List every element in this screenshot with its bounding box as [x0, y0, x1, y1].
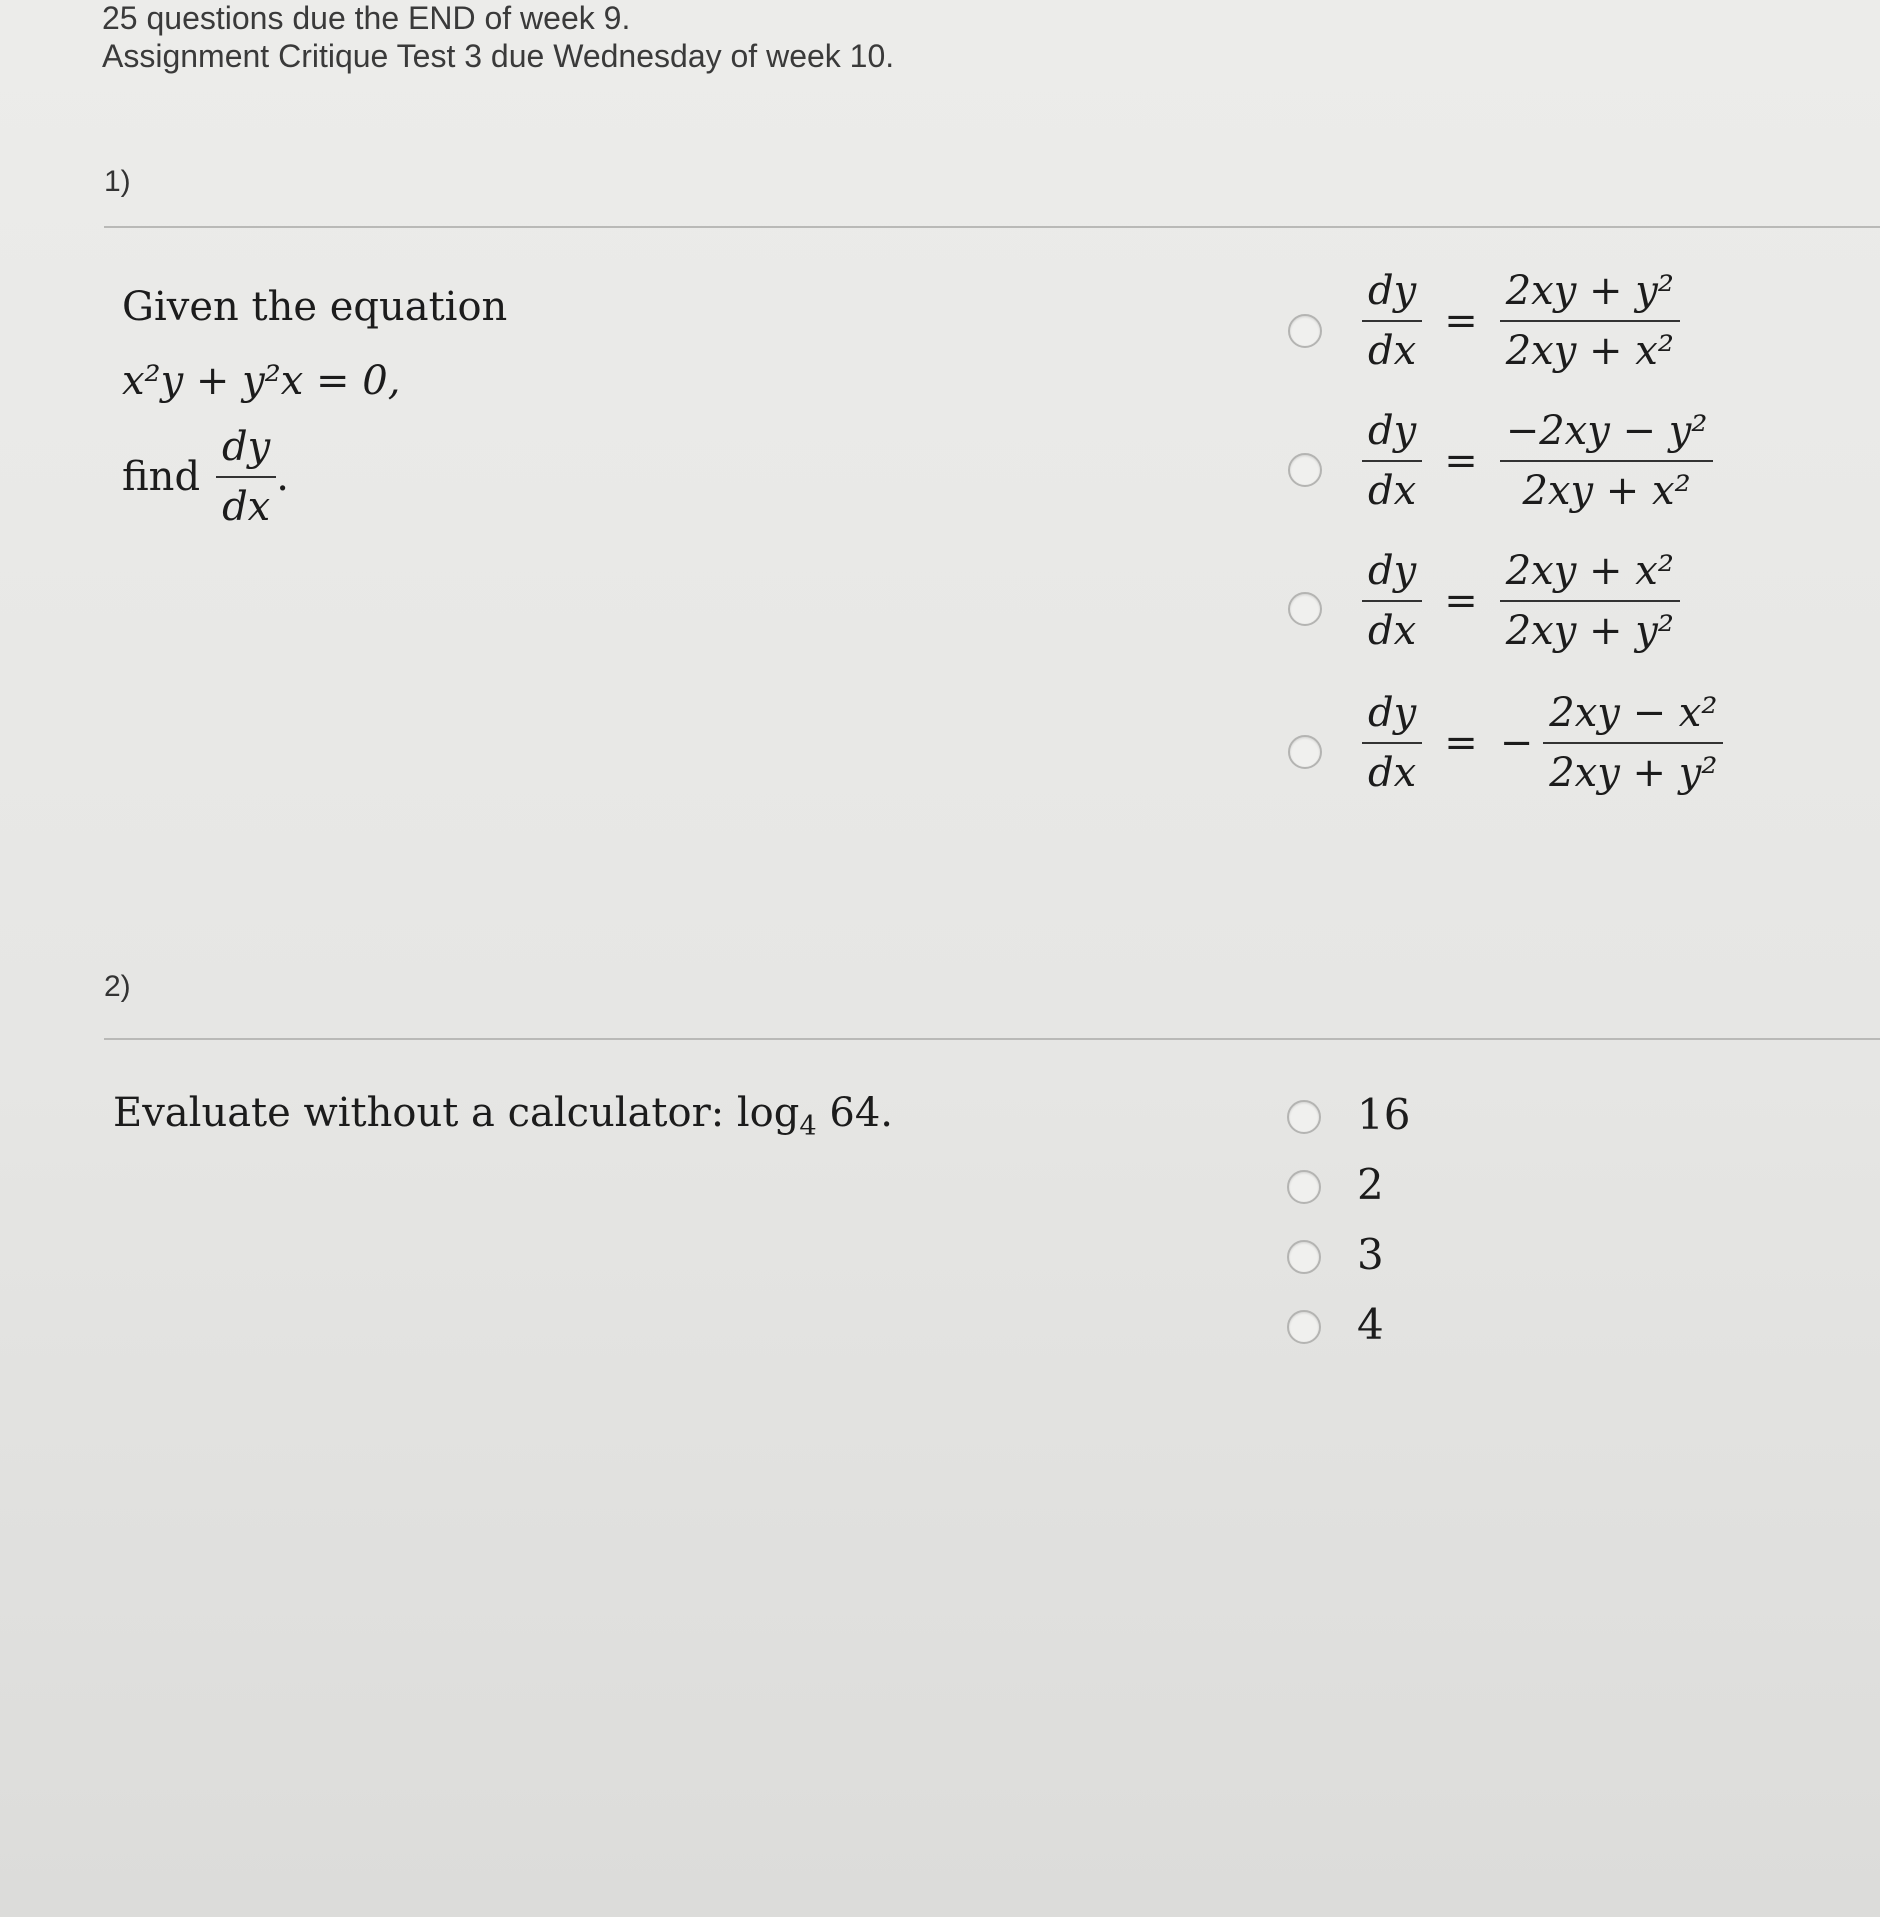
fraction-denominator: dx [1368, 608, 1417, 654]
question-1-find-label: find [122, 454, 201, 500]
question-1-intro: Given the equation [122, 284, 508, 330]
fraction-numerator: dy [1368, 268, 1417, 314]
header-critique-note: Assignment Critique Test 3 due Wednesday of week 10. [102, 38, 895, 74]
question-1-option-3-radio[interactable] [1288, 592, 1322, 626]
equals-sign: = [1444, 438, 1478, 484]
question-1-find-fraction [216, 424, 276, 530]
option-lhs-fraction [1362, 408, 1422, 514]
question-1-option-2[interactable] [1362, 408, 1713, 514]
question-1-option-4-radio[interactable] [1288, 735, 1322, 769]
question-1-option-1-radio[interactable] [1288, 314, 1322, 348]
fraction-denominator: 2xy + x² [1505, 328, 1674, 374]
fraction-denominator: 2xy + y² [1549, 750, 1718, 796]
question-1-option-4[interactable] [1362, 690, 1723, 796]
question-2-option-1-radio[interactable] [1287, 1100, 1321, 1134]
question-2-option-4-radio[interactable] [1287, 1310, 1321, 1344]
option-rhs-fraction [1500, 268, 1680, 374]
fraction-numerator: 2xy + y² [1505, 268, 1674, 314]
question-2-option-2-radio[interactable] [1287, 1170, 1321, 1204]
question-2-prompt-text: Evaluate without a calculator: log [113, 1090, 800, 1136]
fraction-denominator: dx [1368, 328, 1417, 374]
option-rhs-fraction [1500, 548, 1680, 654]
fraction-numerator: dy [222, 424, 271, 470]
question-2-option-2-label[interactable]: 2 [1357, 1160, 1384, 1209]
question-2-option-1-label[interactable]: 16 [1357, 1090, 1411, 1139]
question-1-equation: x²y + y²x = 0, [122, 358, 401, 404]
negative-sign: − [1499, 720, 1534, 766]
fraction-numerator: dy [1368, 548, 1417, 594]
question-2-number: 2) [104, 970, 131, 1003]
header-due-note: 25 questions due the END of week 9. [102, 0, 631, 36]
fraction-numerator: dy [1368, 408, 1417, 454]
question-1-number: 1) [104, 165, 131, 198]
option-lhs-fraction [1362, 690, 1422, 796]
question-2-divider [104, 1038, 1880, 1040]
fraction-denominator: 2xy + y² [1505, 608, 1674, 654]
fraction-numerator: −2xy − y² [1505, 408, 1708, 454]
question-1-option-2-radio[interactable] [1288, 453, 1322, 487]
log-argument: 64. [816, 1090, 894, 1136]
equals-sign: = [1444, 578, 1478, 624]
equals-sign: = [1444, 720, 1478, 766]
fraction-bar [1362, 600, 1422, 602]
fraction-bar [1362, 320, 1422, 322]
fraction-bar [1362, 460, 1422, 462]
option-rhs-fraction [1500, 408, 1714, 514]
question-2-prompt [113, 1090, 894, 1142]
option-rhs-fraction [1543, 690, 1723, 796]
question-1-find-period: . [276, 454, 289, 500]
fraction-denominator: dx [222, 484, 271, 530]
question-1-divider [104, 226, 1880, 228]
question-1-option-3[interactable] [1362, 548, 1680, 654]
fraction-bar [1500, 460, 1714, 462]
fraction-numerator: 2xy − x² [1549, 690, 1718, 736]
log-base: 4 [799, 1111, 817, 1142]
equals-sign: = [1444, 298, 1478, 344]
fraction-bar [1500, 320, 1680, 322]
question-2-option-3-label[interactable]: 3 [1357, 1230, 1384, 1279]
fraction-bar [216, 476, 276, 478]
fraction-bar [1362, 742, 1422, 744]
fraction-bar [1500, 600, 1680, 602]
question-1-find [122, 424, 289, 530]
fraction-numerator: 2xy + x² [1505, 548, 1674, 594]
fraction-bar [1543, 742, 1723, 744]
fraction-denominator: dx [1368, 750, 1417, 796]
fraction-denominator: 2xy + x² [1522, 468, 1691, 514]
fraction-denominator: dx [1368, 468, 1417, 514]
question-1-option-1[interactable] [1362, 268, 1680, 374]
question-2-option-3-radio[interactable] [1287, 1240, 1321, 1274]
fraction-numerator: dy [1368, 690, 1417, 736]
option-lhs-fraction [1362, 548, 1422, 654]
option-lhs-fraction [1362, 268, 1422, 374]
question-2-option-4-label[interactable]: 4 [1357, 1300, 1384, 1349]
